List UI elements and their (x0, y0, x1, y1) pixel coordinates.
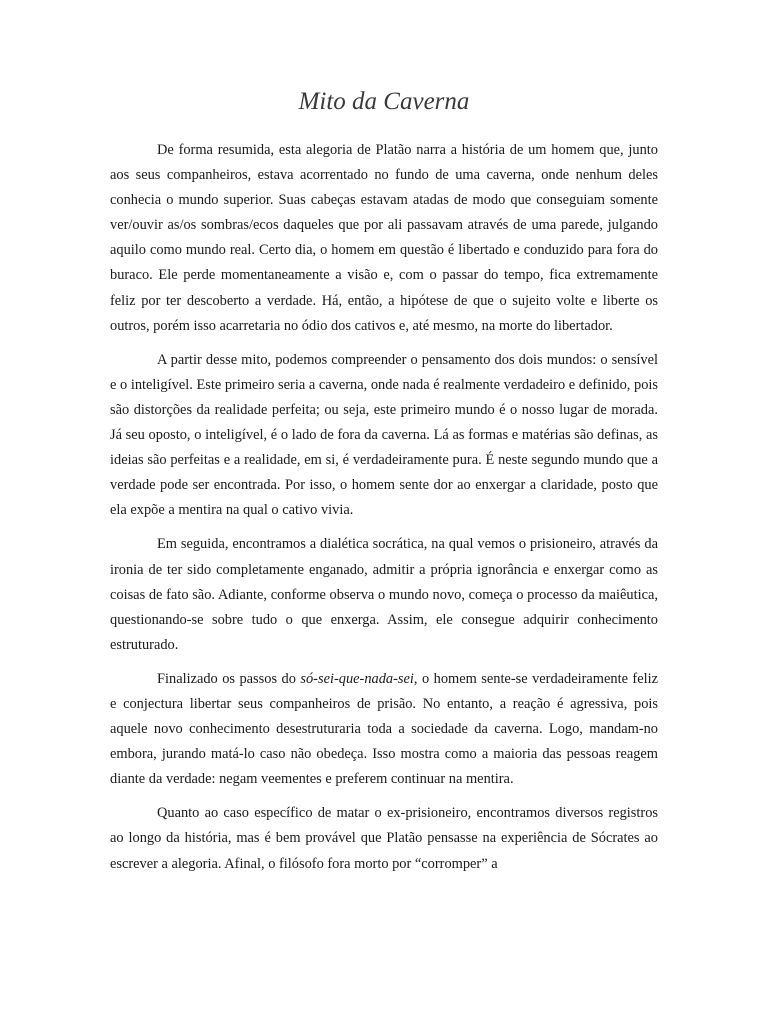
paragraph-two-worlds: A partir desse mito, podemos compreender o pensamento dos dois mundos: o sensível e o inteligível. Este primeiro seria a caverna, onde nada é realmente verdadeiro e definido, pois são distorções da realidade perfeita; ou seja, este primeiro mundo é o nosso lugar de morada. Já seu oposto, o inteligível, é o lado de fora da caverna. Lá as formas e matérias são definas, as ideias são perfeitas e a realidade, em si, é verdadeiramente pura. É neste segundo mundo que a verdade pode ser encontrada. Por isso, o homem sente dor ao enxergar a claridade, posto que ela expõe a mentira na qual o cativo vivia. (110, 351, 658, 519)
paragraph-summary: De forma resumida, esta alegoria de Platão narra a história de um homem que, junto aos seus companheiros, estava acorrentado no fundo de uma caverna, onde nenhum deles conhecia o mundo superior. Suas cabeças estavam atadas de modo que conseguiam somente ver/ouvir as/os sombras/ecos daqueles que por ali passavam através de uma parede, julgando aquilo como mundo real. Certo dia, o homem em questão é libertado e conduzido para fora do buraco. Ele perde momentaneamente a visão e, com o passar do tempo, fica extremamente feliz por ter descoberto a verdade. Há, então, a hipótese de que o sujeito volte e liberte os outros, porém isso acarretaria no ódio dos cativos e, até mesmo, na morte do libertador. (110, 142, 658, 334)
paragraph-dialectic: Em seguida, encontramos a dialética socrática, na qual vemos o prisioneiro, através da ironia de ter sido completamente enganado, admitir a própria ignorância e enxergar como as coisas de fato são. Adiante, conforme observa o mundo novo, começa o processo da maiêutica, questionando-se sobre tudo o que enxerga. Assim, ele consegue adquirir conhecimento estruturado. (110, 536, 658, 653)
page-title: Mito da Caverna (298, 88, 470, 115)
emphasis-phrase: só-sei-que-nada-sei (300, 670, 414, 687)
paragraph-socrates: Quanto ao caso específico de matar o ex-prisioneiro, encontramos diversos registros ao longo da história, mas é bem provável que Platão pensasse na experiência de Sócrates ao escrever a alegoria. Afinal, o filósofo fora morto por “corromper” a (110, 805, 658, 872)
document-body (110, 138, 658, 886)
paragraph-return-lead: Finalizado os passos do (157, 670, 301, 687)
paragraph-return-rest: , o homem sente-se verdadeiramente feliz e conjectura libertar seus companheiros de prisão. No entanto, a reação é agressiva, pois aquele novo conhecimento desestruturaria toda a sociedade da caverna. Logo, mandam-no embora, jurando matá-lo caso não obedeça. Isso mostra como a maioria das pessoas reagem diante da verdade: negam veementes e preferem continuar na mentira. (110, 670, 658, 788)
paragraph-return (110, 667, 658, 792)
